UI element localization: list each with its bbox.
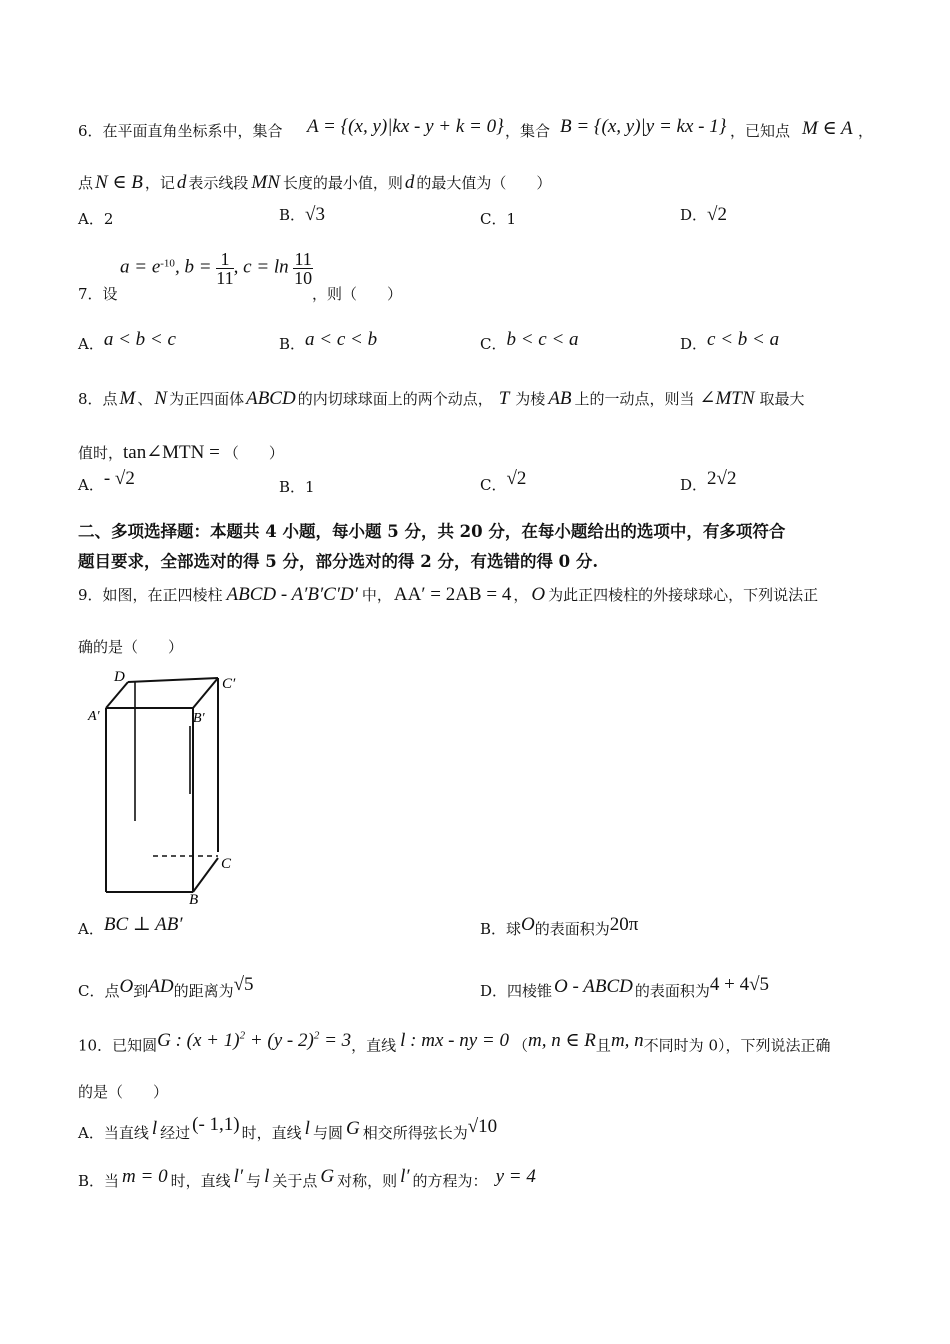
section2-heading-line1: 二、多项选择题：本题共 4 小题，每小题 5 分，共 20 分，在每小题给出的选项中，有多项符合 [78, 522, 786, 541]
q7-label: 7．设 [78, 285, 118, 303]
q9-prism-figure [78, 666, 248, 906]
q10-option-b[interactable]: B．当 m = 0 时，直线 l′ 与 l 关于点 G 对称，则 l′ 的方程为： y = 4 [78, 1166, 536, 1190]
q6-option-c[interactable]: C．1 [480, 210, 517, 228]
fig-label-a-prime: A′ [88, 709, 100, 724]
q9-line2: 确的是（ ） [78, 638, 184, 656]
q6-comma: ， [858, 122, 874, 140]
q8-option-b[interactable]: B．1 [279, 478, 315, 496]
q7-b-fraction: $\frac{1}{11}$ [216, 249, 234, 288]
q7-tail: ，则（ ） [312, 285, 403, 303]
q6-set-a: A = {(x, y)|kx - y + k = 0} [307, 116, 504, 137]
q6-set-b: B = {(x, y)|y = kx - 1} [560, 116, 727, 137]
q8-option-d[interactable]: D．2√2 [680, 468, 737, 494]
q7-option-c[interactable]: C．b < c < a [480, 329, 579, 353]
q7-c-fraction: $\frac{11}{10}$ [294, 249, 313, 288]
q9-option-d[interactable]: D．四棱锥 O - ABCD 的表面积为4 + 4√5 [480, 974, 770, 1000]
q6-option-a[interactable]: A．2 [78, 210, 114, 228]
fig-label-b: B [189, 892, 199, 906]
q6-m-in-a: M ∈ A [802, 118, 853, 139]
q8-option-c[interactable]: C．√2 [480, 468, 527, 494]
q8-option-a[interactable]: A．- √2 [78, 468, 135, 494]
q7-definitions: $a = e^{-10}$, b = $\frac{1}{11}$ , c = ln $\frac{11}{10}$ [120, 249, 313, 288]
q9-line1: 9．如图，在正四棱柱 ABCD - A′B′C′D′ 中， AA′ = 2AB = 4 ， O 为此正四棱柱的外接球球心，下列说法正 [78, 584, 819, 605]
section2-heading-line2: 题目要求，全部选对的得 5 分，部分选对的得 2 分，有选错的得 0 分. [78, 552, 599, 571]
q7-option-a[interactable]: A．a < b < c [78, 329, 176, 353]
q6-text-set: ，集合 [505, 122, 551, 140]
q8-line1: 8．点 M 、 N 为正四面体 ABCD 的内切球球面上的两个动点， T 为棱 AB 上的一动点，则当 ∠MTN 取最大 [78, 388, 805, 409]
fig-label-c-prime: C′ [222, 676, 236, 692]
q7-option-b[interactable]: B．a < c < b [279, 329, 378, 353]
fig-label-b-prime: B′ [193, 711, 205, 726]
q10-line1: 10．已知圆G : $(x + 1)^2 + (y - 2)^2 = 3$，直线 l : mx - ny = 0 （m, n ∈ R且m, n不同时为 0），下列说法正确 [78, 1030, 831, 1055]
q9-option-b[interactable]: B．球O的表面积为20π [480, 914, 639, 938]
q9-option-c[interactable]: C．点O到AD的距离为√5 [78, 974, 254, 1000]
fig-label-c: C [221, 856, 232, 872]
q7-option-d[interactable]: D．c < b < a [680, 329, 780, 353]
q10-line2: 的是（ ） [78, 1083, 169, 1101]
q6-text-known: ，已知点 [730, 122, 791, 140]
q6-line2: 点 N ∈ B ，记 d 表示线段 MN 长度的最小值，则 d 的最大值为（ ） [78, 172, 552, 193]
q6-option-d[interactable]: D．√2 [680, 204, 727, 225]
q10-option-a[interactable]: A．当直线 l 经过 (- 1,1) 时，直线 l 与圆 G 相交所得弦长为√10 [78, 1114, 498, 1142]
q8-line2: 值时，tan∠MTN = （ ） [78, 442, 284, 463]
q6-line1: 6．在平面直角坐标系中，集合 [78, 122, 283, 140]
fig-label-d: D [114, 669, 125, 685]
q9-option-a[interactable]: A．BC ⊥ AB′ [78, 914, 183, 938]
q6-option-b[interactable]: B．√3 [279, 204, 325, 225]
